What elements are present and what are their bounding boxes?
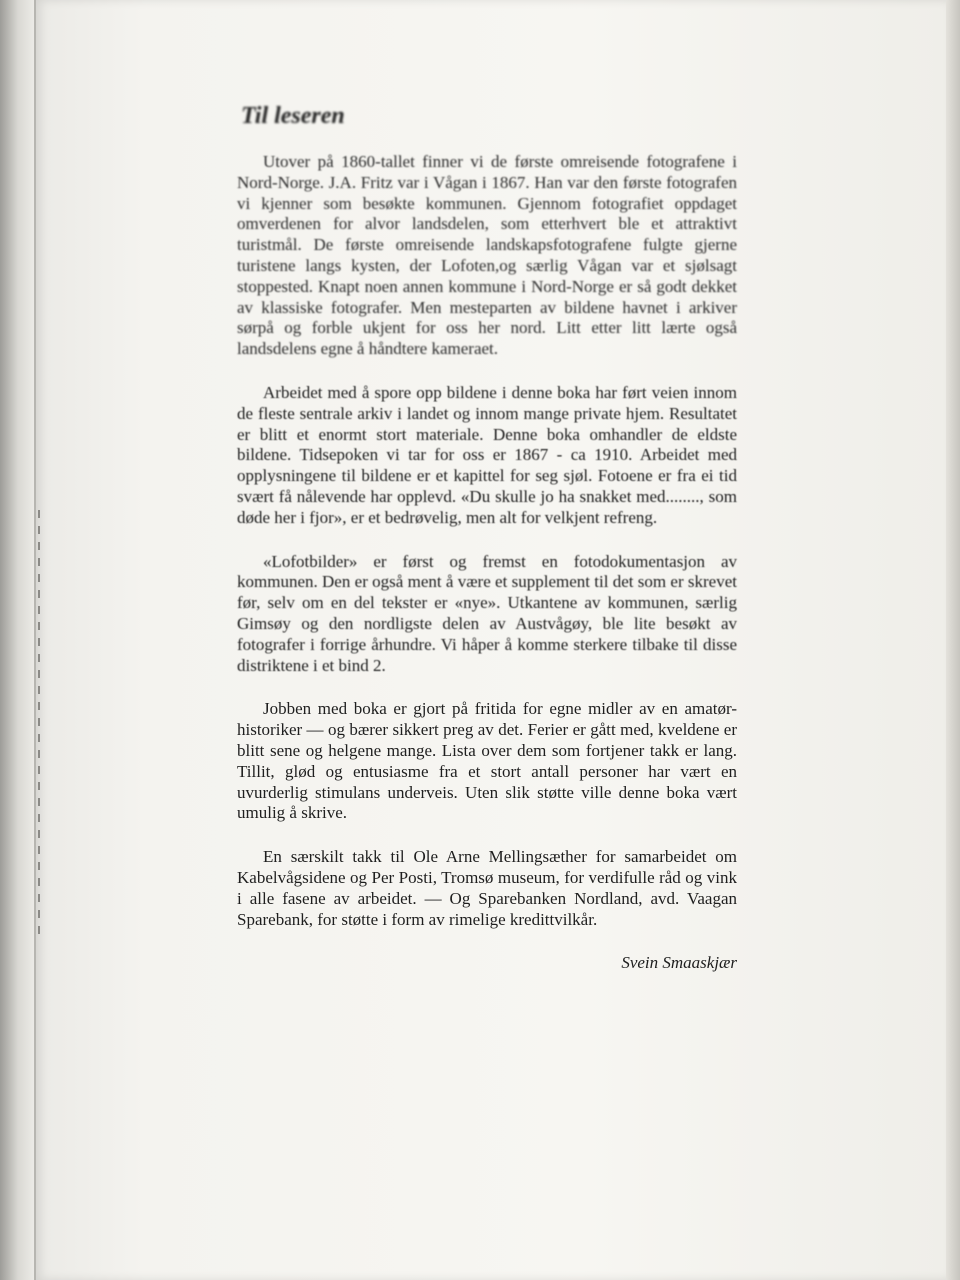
page-fold-line [34, 0, 36, 1280]
page-title: Til leseren [241, 103, 345, 129]
page-text-block [237, 103, 737, 973]
paragraph-acknowledgement: Jobben med boka er gjort på fritida for egne midler av en amatør-historiker — og bærer sikkert preg av det. Ferier er gått med, kveldene er blitt sene og helgene mange. Lista over dem som fortjener takk er lang. Tillit, glød og entusiasme fra et stort antall personer har vært en uvurderlig stimulans underveis. Uten slik støtte ville denne boka vært umulig å skrive. [237, 699, 737, 823]
paragraph-documentation: «Lofotbilder» er først og fremst en fotodokumentasjon av kommunen. Den er også ment å være et supplement til det som er skrevet før, selv om en del tekster er «nye». Utkantene av kommunen, særlig Gimsøy og den nordligste delen av Austvågøy, ble lite besøkt av fotografer i forrige århundre. Vi håper å komme sterkere tilbake til disse distriktene i et bind 2. [237, 551, 737, 675]
author-signature: Svein Smaaskjær [621, 953, 737, 973]
paragraph-intro: Utover på 1860-tallet finner vi de første omreisende fotografene i Nord-Norge. J.A. Fritz var i Vågan i 1867. Han var den første fotografen vi kjenner som besøkte kommunen. Gjennom fotografiet oppdaget omverdenen for alvor landsdelen, som etterhvert ble et attraktivt turistmål. De første omreisende landskapsfotografene fulgte gjerne turistene langs kysten, der Lofoten,og særlig Vågan var et sjølsagt stoppested. Knapt noen annen kommune i Nord-Norge er så godt dekket av klassiske fotografer. Men mesteparten av bildene havnet i arkiver sørpå og forble ukjent for oss her nord. Litt etter litt lærte også landsdelens egne å håndtere kameraet. [237, 152, 737, 359]
spine-stitching [38, 510, 40, 940]
paragraph-research: Arbeidet med å spore opp bildene i denne boka har ført veien innom de fleste sentrale arkiv i landet og innom mange private hjem. Resultatet er blitt et enormt stort materiale. Denne boka omhandler de eldste bildene. Tidsepoken vi tar for oss er 1867 - ca 1910. Arbeidet med opplysningene til bildene er et kapittel for seg sjøl. Fotoene er fra ei tid svært få nålevende har opplevd. «Du skulle jo ha snakket med........, som døde her i fjor», er et bedrøvelig, men alt for velkjent refreng. [237, 382, 737, 527]
paragraph-special-thanks: En særskilt takk til Ole Arne Mellingsæther for samarbeidet om Kabelvågsidene og Per Posti, Tromsø museum, for verdifulle råd og vink i alle fasene av arbeidet. — Og Sparebanken Nordland, avd. Vaagan Sparebank, for støtte i form av rimelige kredittvilkår. [237, 847, 737, 929]
page-right-edge [946, 0, 960, 1280]
